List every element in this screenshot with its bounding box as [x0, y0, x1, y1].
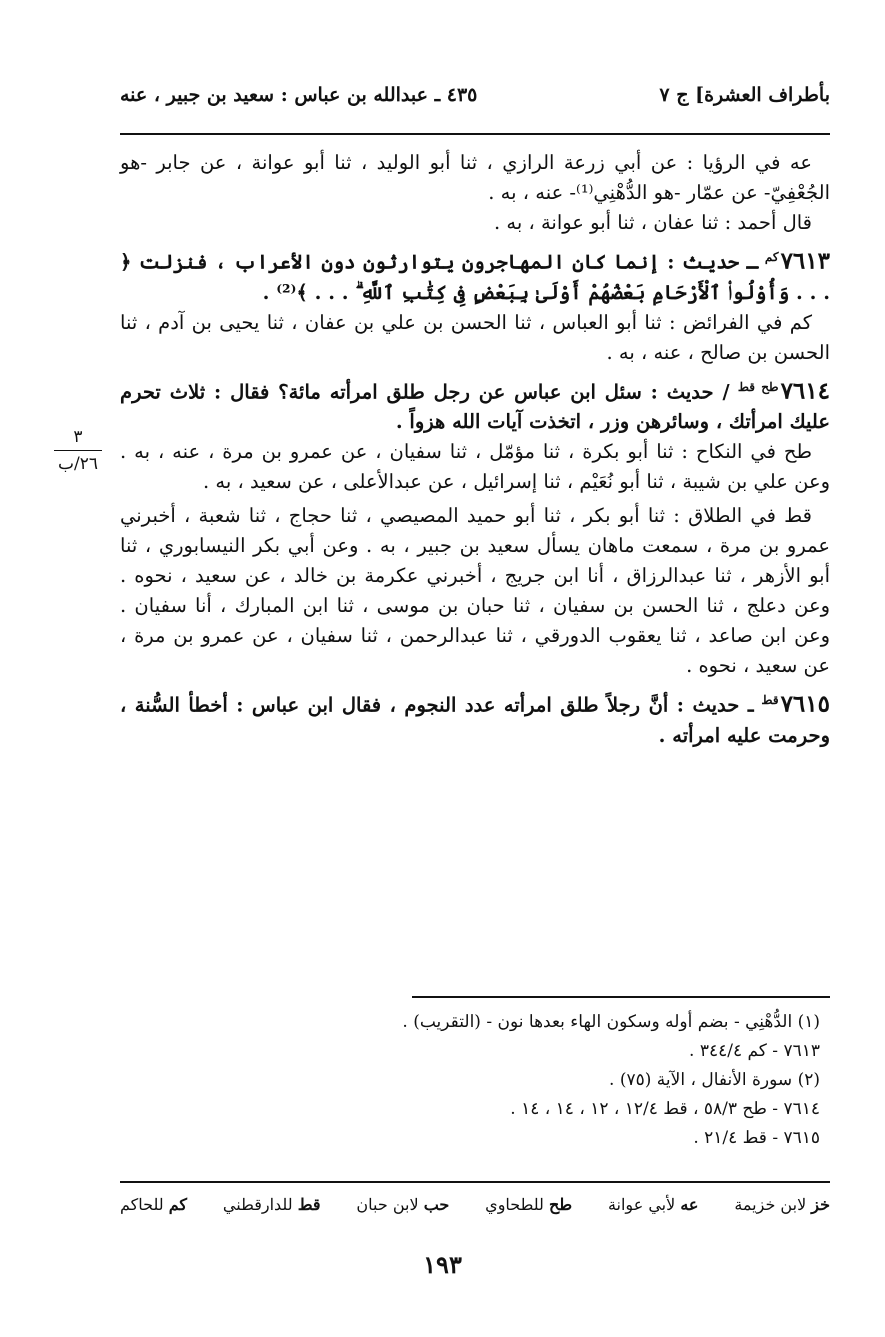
running-header [120, 84, 830, 106]
header-rule [120, 133, 830, 135]
header-volume: بأطراف العشرة] ج ٧ [659, 84, 830, 106]
footnote-1: (١) الدُّهْنِي - بضم أوله وسكون الهاء بعدها نون - (التقريب) . [402, 1012, 820, 1032]
hadith-7613 [120, 242, 830, 308]
marginal-manuscript-note [48, 426, 108, 475]
hadith-7615 [120, 685, 830, 751]
marginal-note-top: ٣ [73, 427, 83, 447]
legend-item: قط للدارقطني [222, 1195, 321, 1214]
legend-item: عه لأبي عوانة [607, 1195, 699, 1214]
hadith-7615-text: ـ حديث : أنَّ رجلاً طلق امرأته عدد النجوم ، فقال ابن عباس : أخطأ السُّنة ، وحرمت عليه امرأته . [120, 693, 830, 747]
legend-item: كم للحاكم [120, 1195, 188, 1214]
hadith-7613-source-tag: كم [764, 250, 779, 264]
legend-item: طح للطحاوي [485, 1195, 573, 1214]
hadith-number-7615: ٧٦١٥ [780, 690, 830, 718]
hadith-number-7614: ٧٦١٤ [780, 377, 830, 404]
paragraph-talaq-source: قط في الطلاق : ثنا أبو بكر ، ثنا أبو حميد المصيصي ، ثنا حجاج ، ثنا شعبة ، أخبرني عمرو بن مرة ، سمعت ماهان يسأل سعيد بن جبير ، به . وعن أبي بكر النيسابوري ، ثنا أبو الأزهر ، ثنا عبدالرزاق ، أنا ابن جريج ، أخبرني عكرمة بن خالد ، عن سعيد ، نحوه . وعن دعلج ، ثنا الحسن بن سفيان ، ثنا حبان بن موسى ، ثنا ابن المبارك ، أنا سفيان . وعن ابن صاعد ، ثنا يعقوب الدورقي ، ثنا عبدالرحمن ، ثنا سفيان ، عن عمرو بن مرة ، عن سعيد ، نحوه . [120, 504, 830, 677]
main-text [120, 148, 830, 751]
marginal-note-divider [54, 450, 102, 451]
marginal-note-bottom: ٢٦/ب [58, 454, 98, 474]
footnote-7613: ٧٦١٣ - كم ٣٤٤/٤ . [689, 1041, 820, 1061]
paragraph-ahmad-source: قال أحمد : ثنا عفان ، ثنا أبو عوانة ، به . [493, 211, 812, 234]
footnote-2: (٢) سورة الأنفال ، الآية (٧٥) . [609, 1070, 820, 1090]
footnotes [120, 1008, 820, 1153]
page-number: ١٩٣ [423, 1250, 462, 1279]
legend-item: خز لابن خزيمة [734, 1195, 830, 1214]
footnote-7614: ٧٦١٤ - طح ٥٨/٣ ، قط ١٢/٤ ، ١٢ ، ١٤ ، ١٤ . [510, 1099, 820, 1119]
footnote-7615: ٧٦١٥ - قط ٢١/٤ . [693, 1128, 820, 1148]
legend-item: حب لابن حبان [356, 1195, 450, 1214]
hadith-7613-text: ـ حديث : إنما كان المهاجرون يتوارثون دون الأعراب ، فنزلت ﴿ . . . وَأُوْلُوا۟ ٱلْأَرْحَامِ بَعْضُهُمْ أَوْلَىٰ بِبَعْضٍ فِى كِتَٰبِ ٱللَّهِ ۗ . . . ﴾⁽²⁾ . [120, 250, 830, 304]
hadith-7614-source-tag: طح قط [737, 379, 779, 394]
header-chapter: ٤٣٥ ـ عبدالله بن عباس : سعيد بن جبير ، عنه [120, 84, 478, 106]
hadith-7614-text: / حديث : سئل ابن عباس عن رجل طلق امرأته مائة؟ فقال : ثلاث تحرم عليك امرأتك ، وسائرهن وزر ، اتخذت آيات الله هزواً . [120, 380, 830, 433]
hadith-number-7613: ٧٦١٣ [780, 247, 830, 275]
abbreviation-legend [120, 1195, 830, 1214]
hadith-7614 [120, 372, 830, 438]
paragraph-faraid-source: كم في الفرائض : ثنا أبو العباس ، ثنا الحسن بن علي بن عفان ، ثنا يحيى بن آدم ، ثنا الحسن بن صالح ، عنه ، به . [120, 310, 830, 364]
hadith-7615-source-tag: قط [761, 693, 779, 707]
footnote-rule [412, 996, 830, 998]
legend-rule [120, 1181, 830, 1183]
paragraph-ruya-source: عه في الرؤيا : عن أبي زرعة الرازي ، ثنا أبو الوليد ، ثنا أبو عوانة ، عن جابر -هو الجُعْفِيّ- عن عمّار -هو الدُّهْنِي⁽¹⁾- عنه ، به . [120, 151, 830, 204]
paragraph-nikah-source: طح في النكاح : ثنا أبو بكرة ، ثنا مؤمّل ، ثنا سفيان ، عن عمرو بن مرة ، عنه ، به . وعن علي بن شيبة ، ثنا أبو نُعَيْم ، ثنا إسرائيل ، عن عبدالأعلى ، عن سعيد ، به . [120, 440, 830, 493]
